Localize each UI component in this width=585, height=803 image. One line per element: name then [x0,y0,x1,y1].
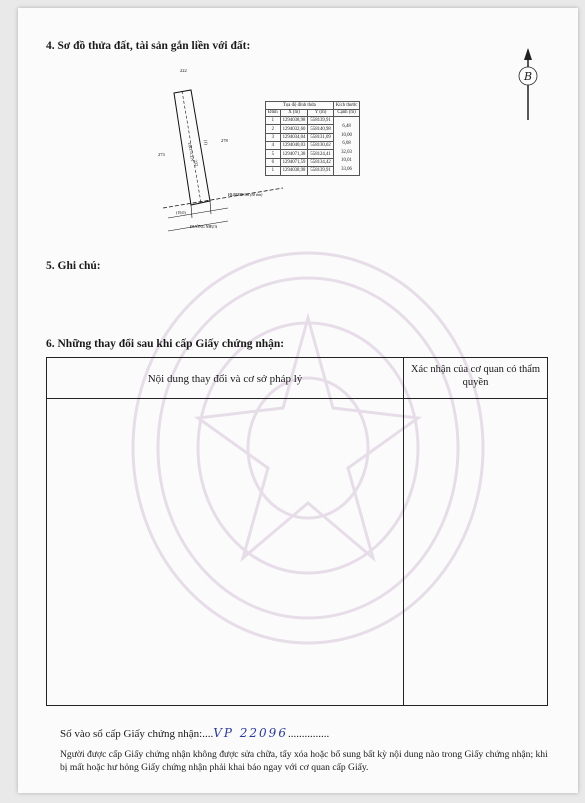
coord-point: 6 [266,158,281,166]
register-label: Số vào sổ cấp Giấy chứng nhận:.... [60,728,214,740]
edge-length: 6,48 [342,124,351,129]
col-confirm-header: Xác nhận của cơ quan có thẩm quyền [410,364,541,388]
coord-x: 1294038,98 [280,117,308,125]
edge-length: 6,08 [342,141,351,147]
coord-x: 1294040,03 [280,142,308,150]
coord-point: 1 [266,167,281,175]
edge-length: 33,06 [341,166,352,172]
coord-x: 1294038,98 [280,167,308,175]
coord-col-point: Đỉnh [266,109,281,117]
coord-header-size: Kích thước [333,102,360,110]
north-mark: B [523,70,533,83]
edge-length: 32,03 [341,149,352,155]
coord-point: 3 [266,133,281,141]
register-dots: ............... [287,728,330,740]
coord-col-y: Y (m) [308,109,333,117]
coord-y: 558131,09 [308,133,333,141]
coord-col-x: X (m) [280,109,308,117]
register-line [60,726,329,740]
coord-x: 1294071,38 [280,150,308,158]
coord-point: 2 [266,125,281,133]
edge-length: 10,00 [341,132,352,138]
changes-table [46,357,548,706]
register-number: VP 22096 [213,726,288,740]
footer-note: Người được cấp Giấy chứng nhận không được sửa chữa, tẩy xóa hoặc bổ sung bất kỳ nội dung nào trong Giấy chứng nhận; khi bị mất hoặc hư hỏng Giấy chứng nhận phải khai báo ngay với cơ quan cấp Giấy. [60,749,548,773]
section-5-title: 5. Ghi chú: [46,260,101,272]
coord-point: 5 [266,150,281,158]
coord-point: 4 [266,142,281,150]
section-6-title: 6. Những thay đổi sau khi cấp Giấy chứng nhận: [46,338,285,350]
coord-x: 1294032,60 [280,125,308,133]
neighbor-left: 273 [158,152,165,157]
coord-y: 558139,91 [308,167,333,175]
coord-y: 558124,41 [308,150,333,158]
neighbor-right: 278 [221,138,228,143]
parcel-id: 232 [193,159,200,167]
land-type: ONT+CLN [187,142,196,162]
coord-y: 558140,98 [308,125,333,133]
road-name: ĐƯỜNG NHỰA [190,224,218,229]
coord-col-edge: Cạnh (m) [333,109,360,117]
coord-x: 1294034,04 [280,133,308,141]
coord-x: 1294071,59 [280,158,308,166]
coord-header-group: Tọa độ đỉnh thửa [266,102,334,110]
edge-length: 10,01 [341,158,352,164]
section-4-title: 4. Sơ đồ thửa đất, tài sản gắn liền với đất: [46,40,251,52]
neighbor-top: 222 [180,68,187,73]
column-divider [403,358,404,705]
coord-y: 558139,91 [308,117,333,125]
coordinate-table [265,101,360,176]
coord-y: 558134,42 [308,158,333,166]
coord-y: 558130,02 [308,142,333,150]
coord-point: 1 [266,117,281,125]
col-content-header: Nội dung thay đổi và cơ sở pháp lý [147,373,303,385]
road-width: (19,0) [176,210,186,215]
north-arrow-icon [513,48,543,123]
certificate-page [18,8,578,793]
hlbv-note: HLBVĐB 9m (từ tim) [228,192,263,197]
parcel-area: (1) [203,139,209,146]
